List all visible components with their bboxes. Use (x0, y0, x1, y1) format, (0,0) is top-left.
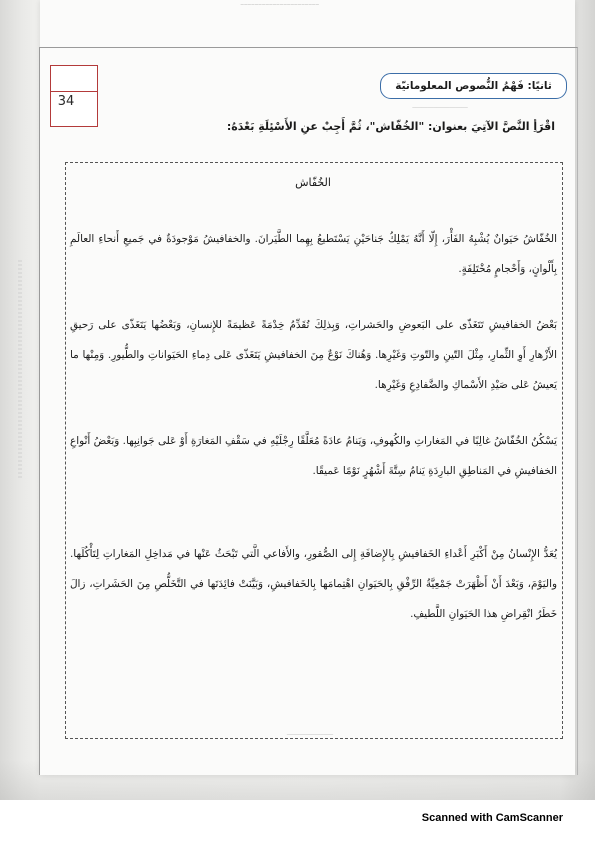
bleed-through-text-top: ▁▁▁▁▁▁▁▁▁▁▁▁▁▁▁▁▁▁▁▁▁▁ (240, 0, 320, 5)
passage-title: الخُفّاش (295, 176, 331, 189)
passage-paragraph-1: الخُفّاشُ حَيَوانٌ يُشْبِهُ الفَأْرَ، إِلّا أَنَّهُ يَمْلِكُ جَناحَيْنِ يَسْتَطيعُ بِهِما الطَّيَرانَ. والخفافيشُ مَوْجودَةٌ في جَميعِ أَنحاءِ العالَمِ بِأَلْوانٍ، وَأَحْجامٍ مُخْتَلِفَةٍ. (70, 233, 557, 275)
passage-paragraph-3: يَسْكُنُ الخُفّاشُ غالِبًا في المَغاراتِ والكُهوفِ، وَيَنامُ عادَةً مُعَلَّقًا رِجْلَيْهِ في سَقْفِ المَغارَةِ أَوْ عَلى جَوانِبِها. وَبَعْضُ أَنْواعِ الخفافيشِ في المَناطِقِ البارِدَةِ يَنامُ سِتَّةَ أَشْهُرٍ نَوْمًا عَميقًا. (70, 435, 557, 477)
bleed-through-text-section: ▁▁▁▁▁▁▁▁▁▁▁▁▁▁▁▁▁▁ (412, 103, 468, 108)
bleed-through-text-bottom: ▁▁▁▁▁▁▁▁▁▁▁▁▁▁▁ (286, 730, 334, 735)
passage-paragraph-4: يُعَدُّ الإِنْسانُ مِنْ أَكْبَرِ أَعْداءِ الخَفافيشِ بِالإِضافَةِ إِلى الصُّقورِ، والأَفاعي الَّتي تَبْحَثُ عَنْها في مَداخِلِ المَغاراتِ لِتَأْكُلَها. واليَوْمَ، وَبَعْدَ أَنْ أَظْهَرَتْ جَمْعِيَّةُ الرِّفْقِ بِالحَيَوانِ اهْتِمامَها بِالخَفافيشِ، وَبَيَّنَتْ فائِدَتَها في التَّخَلُّصِ مِنَ الحَشَراتِ، زالَ خَطَرُ انْقِراضِ هذا الحَيَوانِ اللَّطيفِ. (70, 548, 557, 620)
passage-paragraph-2: بَعْضُ الخفافيشِ تَتَغَذّى على البَعوضِ والحَشراتِ، وَبِذلِكَ تُقَدِّمُ خِدْمَةً عَظيمَةً للإِنسانِ، وَبَعْضُها يَتَغَذّى على رَحيقِ الأَزْهارِ أَوِ الثِّمارِ، مِثْلَ التّينِ والتّوتِ وَغَيْرِها. وَهُناكَ نَوْعٌ مِنَ الخفافيشِ يَتَغَذّى عَلى دِماءِ الحَيَواناتِ والطُّيورِ. وَمِنْها ما يَعيشُ عَلى صَيْدِ الأَسْماكِ والضَّفادِعِ وَغَيْرِها. (70, 319, 557, 391)
scanner-caption: Scanned with CamScanner (421, 812, 563, 824)
bleed-through-text-side (18, 260, 22, 480)
reading-instruction: اقْرَأِ النَّصَّ الآتِيَ بعنوان: "الخُفّاش"، ثُمَّ أَجِبْ عنِ الأَسْئِلَةِ بَعْدَهُ: (226, 120, 555, 133)
section-title: ثانيًا: فَهْمُ النُّصوص المعلوماتيّة (380, 73, 567, 99)
page-number-box-divider (51, 91, 97, 92)
page-number: 34 (57, 94, 75, 109)
page-number-box (50, 65, 98, 127)
